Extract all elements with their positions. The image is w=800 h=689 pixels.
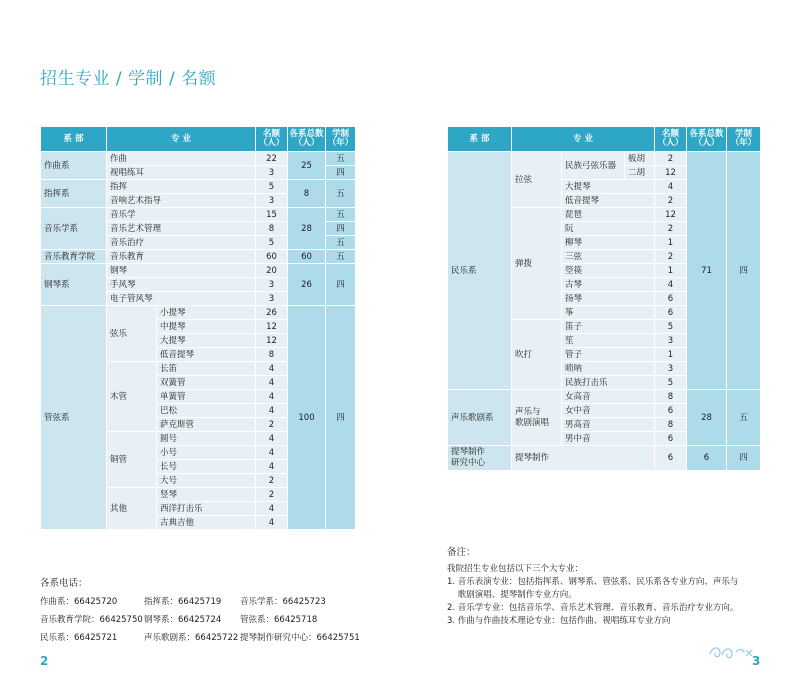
header-total: 各系总数 （人） xyxy=(288,127,326,152)
major-cell: 大提琴 xyxy=(562,180,655,194)
major-cell: 长号 xyxy=(157,460,256,474)
table-row xyxy=(41,152,356,166)
phone-entry: 音乐教育学院：66425750 xyxy=(40,615,143,625)
major-cell: 单簧管 xyxy=(157,390,256,404)
dept-cell: 指挥系 xyxy=(41,180,107,208)
major-cell: 双簧管 xyxy=(157,376,256,390)
major-cell: 三弦 xyxy=(562,250,655,264)
quota-cell: 1 xyxy=(655,236,687,250)
years-cell: 五 xyxy=(326,236,356,250)
quota-cell: 4 xyxy=(256,516,288,530)
major-cell: 长笛 xyxy=(157,362,256,376)
quota-cell: 12 xyxy=(655,166,687,180)
header-years: 学制 （年） xyxy=(727,127,761,152)
quota-cell: 60 xyxy=(256,250,288,264)
total-cell: 60 xyxy=(288,250,326,264)
years-cell: 五 xyxy=(326,152,356,166)
quota-cell: 6 xyxy=(655,404,687,418)
major-cell: 小号 xyxy=(157,446,256,460)
header-dept: 系 部 xyxy=(41,127,107,152)
quota-cell: 12 xyxy=(655,208,687,222)
major-cell: 箜篌 xyxy=(562,264,655,278)
total-cell: 6 xyxy=(687,446,727,471)
quota-cell: 3 xyxy=(256,166,288,180)
quota-cell: 5 xyxy=(256,236,288,250)
phone-entry: 民乐系：66425721 xyxy=(40,633,118,643)
phone-entry: 声乐歌剧系：66425722 xyxy=(144,633,239,643)
quota-cell: 5 xyxy=(655,376,687,390)
quota-cell: 4 xyxy=(256,432,288,446)
years-cell: 四 xyxy=(326,222,356,236)
header-quota: 名额 （人） xyxy=(655,127,687,152)
quota-cell: 3 xyxy=(655,334,687,348)
quota-cell: 1 xyxy=(655,264,687,278)
years-cell: 四 xyxy=(727,152,761,390)
page-title: 招生专业 / 学制 / 名额 xyxy=(40,69,217,89)
group-cell: 声乐与 歌剧演唱 xyxy=(512,390,562,446)
major-cell: 音乐教育 xyxy=(107,250,256,264)
table-row xyxy=(448,152,761,166)
quota-cell: 2 xyxy=(256,474,288,488)
major-cell: 柳琴 xyxy=(562,236,655,250)
notes-label: 备注： xyxy=(447,547,476,558)
dept-cell: 管弦系 xyxy=(41,306,107,530)
phone-entry: 作曲系：66425720 xyxy=(40,597,118,607)
quota-cell: 3 xyxy=(256,292,288,306)
note-line: 我院招生专业包括以下三个大专业： xyxy=(447,564,584,574)
group-cell: 弦乐 xyxy=(107,306,157,362)
phones-row xyxy=(40,613,360,625)
quota-cell: 8 xyxy=(655,390,687,404)
header-dept: 系 部 xyxy=(448,127,512,152)
quota-cell: 4 xyxy=(256,376,288,390)
quota-cell: 2 xyxy=(655,152,687,166)
major-cell: 低音提琴 xyxy=(562,194,655,208)
dept-cell: 音乐教育学院 xyxy=(41,250,107,264)
quota-cell: 2 xyxy=(256,418,288,432)
major-cell: 手风琴 xyxy=(107,278,256,292)
major-cell: 音乐治疗 xyxy=(107,236,256,250)
years-cell: 五 xyxy=(727,390,761,446)
major-cell: 筝 xyxy=(562,306,655,320)
total-cell: 71 xyxy=(687,152,727,390)
group-cell: 铜管 xyxy=(107,432,157,488)
table-row xyxy=(448,446,761,471)
notes-section xyxy=(447,546,767,628)
quota-cell: 4 xyxy=(256,404,288,418)
years-cell: 四 xyxy=(727,446,761,471)
major-cell: 钢琴 xyxy=(107,264,256,278)
quota-cell: 4 xyxy=(256,390,288,404)
total-cell: 28 xyxy=(687,390,727,446)
dept-cell: 声乐歌剧系 xyxy=(448,390,512,446)
major-cell: 萨克斯管 xyxy=(157,418,256,432)
phone-entry: 管弦系：66425718 xyxy=(240,615,318,625)
page-number-left: 2 xyxy=(40,654,49,668)
total-cell: 28 xyxy=(288,208,326,250)
major-cell: 大号 xyxy=(157,474,256,488)
group-cell: 其他 xyxy=(107,488,157,530)
major-cell: 女中音 xyxy=(562,404,655,418)
quota-cell: 2 xyxy=(655,222,687,236)
total-cell: 8 xyxy=(288,180,326,208)
quota-cell: 4 xyxy=(655,180,687,194)
quota-cell: 6 xyxy=(655,306,687,320)
major-cell: 民族弓弦乐器 xyxy=(562,152,625,180)
major-cell: 阮 xyxy=(562,222,655,236)
phones-row xyxy=(40,595,360,607)
major-cell: 中提琴 xyxy=(157,320,256,334)
group-cell: 拉弦 xyxy=(512,152,562,208)
quota-cell: 22 xyxy=(256,152,288,166)
major-cell: 低音提琴 xyxy=(157,348,256,362)
major-cell: 音响艺术指导 xyxy=(107,194,256,208)
table-row xyxy=(41,208,356,222)
years-cell: 五 xyxy=(326,250,356,264)
phones-row xyxy=(40,631,360,643)
quota-cell: 12 xyxy=(256,320,288,334)
swirl-logo-icon xyxy=(706,640,754,664)
group-cell: 吹打 xyxy=(512,320,562,390)
quota-cell: 5 xyxy=(655,320,687,334)
major-cell: 提琴制作 xyxy=(512,446,655,471)
quota-cell: 4 xyxy=(256,460,288,474)
total-cell: 26 xyxy=(288,264,326,306)
table-row xyxy=(41,264,356,278)
quota-cell: 12 xyxy=(256,334,288,348)
major-cell: 扬琴 xyxy=(562,292,655,306)
quota-cell: 2 xyxy=(655,250,687,264)
major-cell: 民族打击乐 xyxy=(562,376,655,390)
department-phones xyxy=(40,575,360,649)
total-cell: 25 xyxy=(288,152,326,180)
header-major: 专 业 xyxy=(107,127,256,152)
table-row xyxy=(448,390,761,404)
quota-cell: 3 xyxy=(256,194,288,208)
major-cell: 圆号 xyxy=(157,432,256,446)
major-cell: 古典吉他 xyxy=(157,516,256,530)
major-cell: 大提琴 xyxy=(157,334,256,348)
quota-cell: 8 xyxy=(256,222,288,236)
left-enrollment-table xyxy=(40,126,356,530)
major-cell: 男高音 xyxy=(562,418,655,432)
quota-cell: 8 xyxy=(655,418,687,432)
major-cell: 笙 xyxy=(562,334,655,348)
major-cell: 音乐学 xyxy=(107,208,256,222)
years-cell: 四 xyxy=(326,166,356,180)
quota-cell: 2 xyxy=(256,488,288,502)
major-cell: 视唱练耳 xyxy=(107,166,256,180)
quota-cell: 1 xyxy=(655,348,687,362)
sub-cell: 板胡 xyxy=(625,152,655,166)
dept-cell: 作曲系 xyxy=(41,152,107,180)
header-years: 学制 （年） xyxy=(326,127,356,152)
major-cell: 电子管风琴 xyxy=(107,292,256,306)
page-number-right: 3 xyxy=(752,654,761,668)
major-cell: 小提琴 xyxy=(157,306,256,320)
phone-entry: 钢琴系：66425724 xyxy=(144,615,222,625)
quota-cell: 26 xyxy=(256,306,288,320)
total-cell: 100 xyxy=(288,306,326,530)
major-cell: 男中音 xyxy=(562,432,655,446)
dept-cell: 提琴制作 研究中心 xyxy=(448,446,512,471)
sub-cell: 二胡 xyxy=(625,166,655,180)
quota-cell: 6 xyxy=(655,446,687,471)
quota-cell: 3 xyxy=(655,362,687,376)
phone-entry: 音乐学系：66425723 xyxy=(240,597,326,607)
major-cell: 琵琶 xyxy=(562,208,655,222)
quota-cell: 15 xyxy=(256,208,288,222)
major-cell: 竖琴 xyxy=(157,488,256,502)
quota-cell: 4 xyxy=(256,362,288,376)
note-line: 1. 音乐表演专业：包括指挥系、钢琴系、管弦系、民乐系各专业方向、声乐与 xyxy=(447,577,739,587)
phones-label: 各系电话： xyxy=(40,578,88,589)
major-cell: 女高音 xyxy=(562,390,655,404)
quota-cell: 4 xyxy=(256,446,288,460)
table-row xyxy=(41,180,356,194)
right-enrollment-table xyxy=(447,126,761,471)
years-cell: 四 xyxy=(326,264,356,306)
major-cell: 笛子 xyxy=(562,320,655,334)
dept-cell: 音乐学系 xyxy=(41,208,107,250)
quota-cell: 3 xyxy=(256,278,288,292)
years-cell: 五 xyxy=(326,208,356,222)
quota-cell: 2 xyxy=(655,194,687,208)
quota-cell: 4 xyxy=(256,502,288,516)
dept-cell: 民乐系 xyxy=(448,152,512,390)
years-cell: 四 xyxy=(326,306,356,530)
table-row xyxy=(41,306,356,320)
major-cell: 巴松 xyxy=(157,404,256,418)
major-cell: 西洋打击乐 xyxy=(157,502,256,516)
group-cell: 木管 xyxy=(107,362,157,432)
quota-cell: 4 xyxy=(655,278,687,292)
phone-entry: 提琴制作研究中心：66425751 xyxy=(240,633,360,643)
major-cell: 唢呐 xyxy=(562,362,655,376)
dept-cell: 钢琴系 xyxy=(41,264,107,306)
quota-cell: 6 xyxy=(655,292,687,306)
header-major: 专 业 xyxy=(512,127,655,152)
quota-cell: 20 xyxy=(256,264,288,278)
quota-cell: 5 xyxy=(256,180,288,194)
quota-cell: 6 xyxy=(655,432,687,446)
header-total: 各系总数 （人） xyxy=(687,127,727,152)
note-line: 歌剧演唱、提琴制作专业方向。 xyxy=(447,590,577,600)
years-cell: 五 xyxy=(326,180,356,208)
note-line: 3. 作曲与作曲技术理论专业：包括作曲、视唱练耳专业方向 xyxy=(447,616,671,626)
major-cell: 作曲 xyxy=(107,152,256,166)
group-cell: 弹拨 xyxy=(512,208,562,320)
phone-entry: 指挥系：66425719 xyxy=(144,597,222,607)
table-row xyxy=(41,250,356,264)
note-line: 2. 音乐学专业：包括音乐学、音乐艺术管理、音乐教育、音乐治疗专业方向。 xyxy=(447,603,739,613)
major-cell: 指挥 xyxy=(107,180,256,194)
header-quota: 名额 （人） xyxy=(256,127,288,152)
major-cell: 音乐艺术管理 xyxy=(107,222,256,236)
major-cell: 管子 xyxy=(562,348,655,362)
major-cell: 古琴 xyxy=(562,278,655,292)
quota-cell: 8 xyxy=(256,348,288,362)
